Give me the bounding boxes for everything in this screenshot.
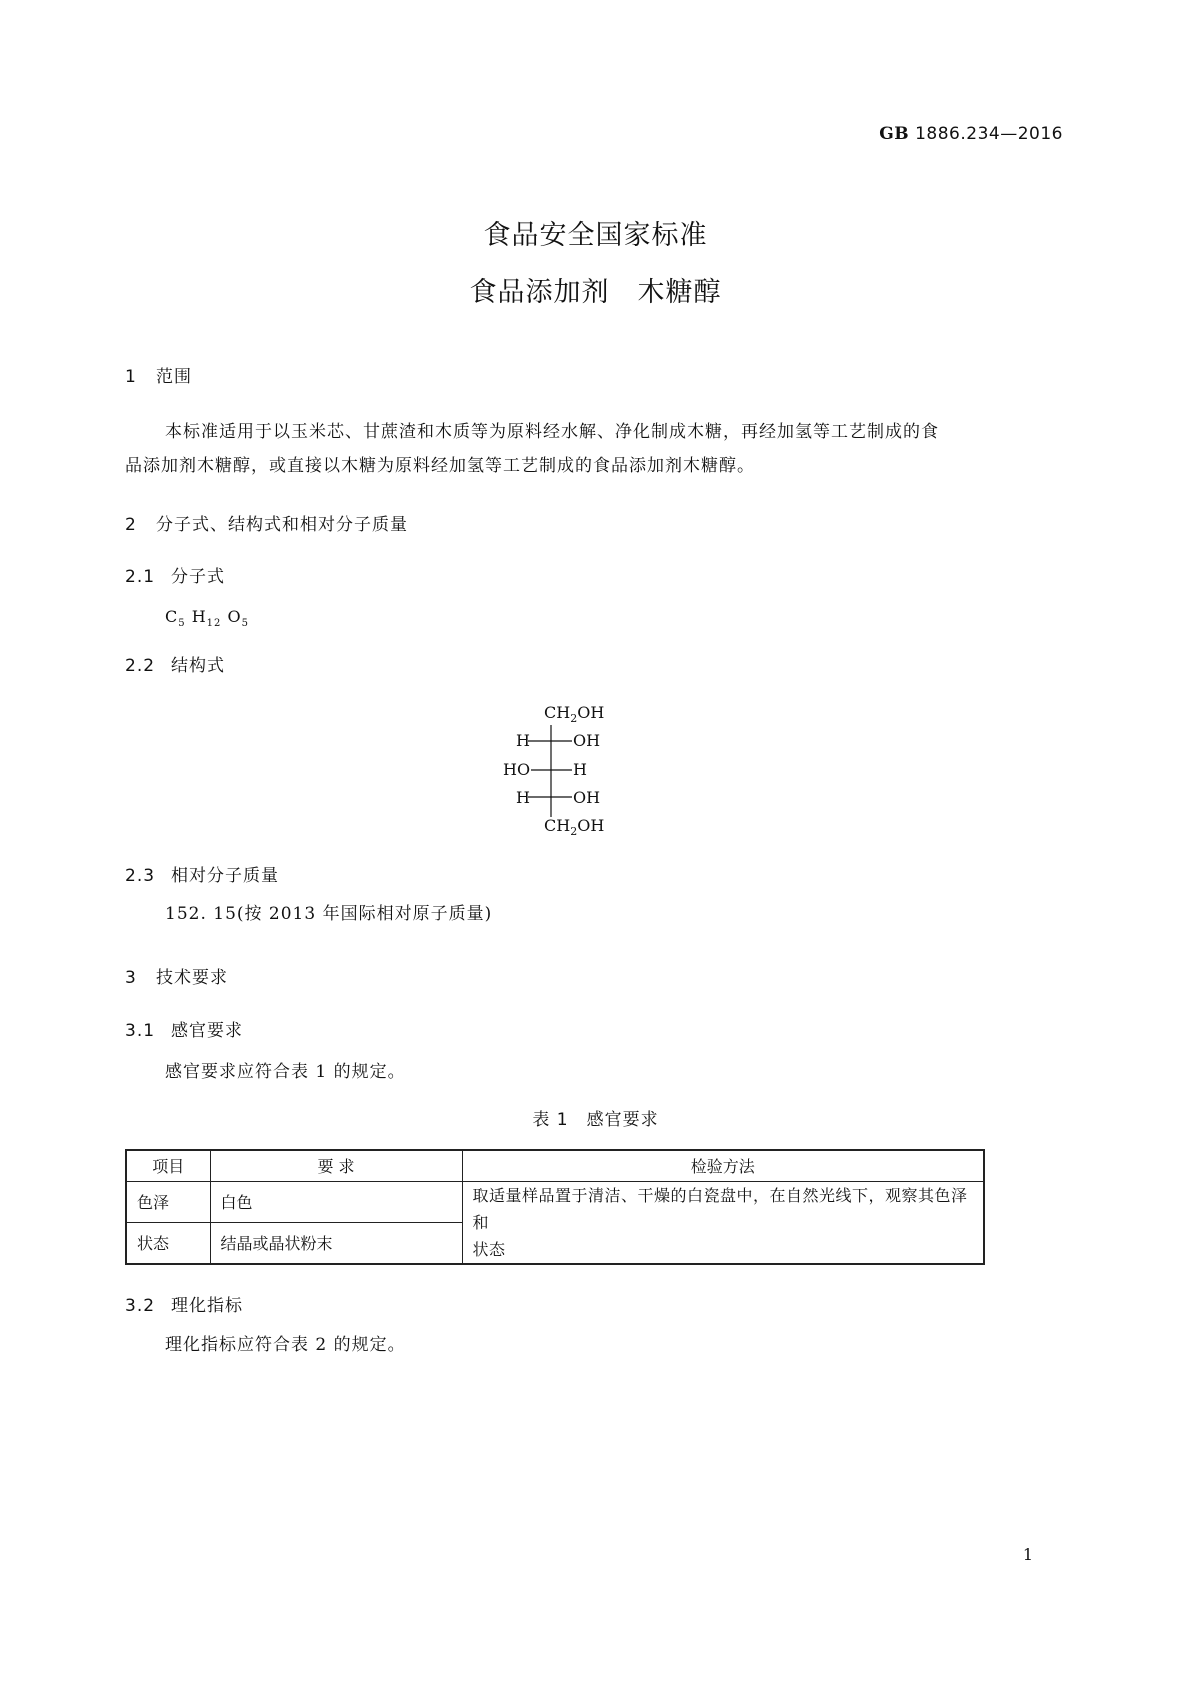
section-2-3-heading (125, 861, 279, 886)
row-item: 色泽 (126, 1181, 210, 1222)
row-requirement: 白色 (210, 1181, 462, 1222)
formula-h: H (191, 607, 207, 626)
structure-top-group (544, 703, 604, 725)
method-line-2: 状态 (472, 1239, 506, 1259)
document-title: 食品安全国家标准 (483, 220, 708, 251)
section-title: 感官要求 (171, 1021, 243, 1041)
row-method (462, 1181, 984, 1264)
header-method: 检验方法 (462, 1150, 984, 1181)
row-item: 状态 (126, 1222, 210, 1263)
standard-code-number: 1886.234—2016 (915, 124, 1063, 144)
top-oh: OH (577, 703, 605, 722)
section-number: 3.2 (125, 1296, 156, 1316)
section-title: 相对分子质量 (171, 866, 279, 886)
section-2-2-heading (125, 651, 225, 676)
bottom-sub: 2 (570, 825, 578, 839)
bottom-oh: OH (577, 816, 605, 835)
section-title: 技术要求 (156, 968, 228, 988)
section-title: 分子式、结构式和相对分子质量 (156, 515, 408, 535)
section-3-heading (125, 963, 228, 988)
section-title: 理化指标 (171, 1296, 243, 1316)
section-number: 2 (125, 515, 137, 535)
row1-left: H (516, 731, 530, 750)
section-3-2-heading (125, 1291, 243, 1316)
molecular-formula (165, 607, 249, 629)
row3-left: H (516, 788, 530, 807)
section-title: 结构式 (171, 656, 225, 676)
row2-right: H (573, 760, 587, 779)
physicochemical-text: 理化指标应符合表 2 的规定。 (165, 1335, 406, 1355)
top-ch: CH (544, 703, 571, 722)
section-number: 2.2 (125, 656, 156, 676)
formula-c-sub: 5 (178, 618, 186, 630)
section-2-1-heading (125, 562, 225, 587)
bottom-ch: CH (544, 816, 571, 835)
molecular-mass-text: 152. 15(按 2013 年国际相对原子质量) (165, 904, 493, 924)
section-number: 1 (125, 367, 137, 387)
table-header-row (126, 1150, 984, 1181)
formula-c: C (165, 607, 179, 626)
row3-right: OH (573, 788, 601, 807)
scope-paragraph-line-2: 品添加剂木糖醇，或直接以木糖为原料经加氢等工艺制成的食品添加剂木糖醇。 (125, 456, 755, 476)
row1-right: OH (573, 731, 601, 750)
section-number: 3.1 (125, 1021, 156, 1041)
row-requirement: 结晶或晶状粉末 (210, 1222, 462, 1263)
method-line-1: 取适量样品置于清洁、干燥的白瓷盘中，在自然光线下，观察其色泽和 (472, 1185, 968, 1232)
formula-h-sub: 12 (206, 618, 222, 630)
section-number: 2.1 (125, 567, 156, 587)
table-1-caption: 表 1 感官要求 (532, 1110, 659, 1130)
page-number: 1 (1022, 1545, 1033, 1564)
row2-left: HO (503, 760, 531, 779)
sensory-requirements-text: 感官要求应符合表 1 的规定。 (165, 1062, 406, 1082)
standard-code-prefix: GB (879, 124, 910, 144)
formula-o-sub: 5 (241, 618, 249, 630)
formula-o: O (227, 607, 242, 626)
structural-formula (500, 700, 660, 850)
document-subtitle: 食品添加剂 木糖醇 (469, 277, 722, 308)
section-3-1-heading (125, 1016, 243, 1041)
scope-paragraph-line-1: 本标准适用于以玉米芯、甘蔗渣和木质等为原料经水解、净化制成木糖，再经加氢等工艺制成的食 (165, 422, 939, 442)
table-row (126, 1181, 984, 1222)
standard-code (879, 124, 1063, 144)
section-number: 3 (125, 968, 137, 988)
header-requirement: 要 求 (210, 1150, 462, 1181)
top-sub: 2 (570, 712, 578, 726)
section-title: 范围 (156, 367, 192, 387)
section-2-heading (125, 510, 408, 535)
header-item: 项目 (126, 1150, 210, 1181)
section-title: 分子式 (171, 567, 225, 587)
section-number: 2.3 (125, 866, 156, 886)
section-1-heading (125, 362, 192, 387)
structure-bottom-group (544, 816, 604, 838)
sensory-requirements-table (125, 1149, 985, 1265)
